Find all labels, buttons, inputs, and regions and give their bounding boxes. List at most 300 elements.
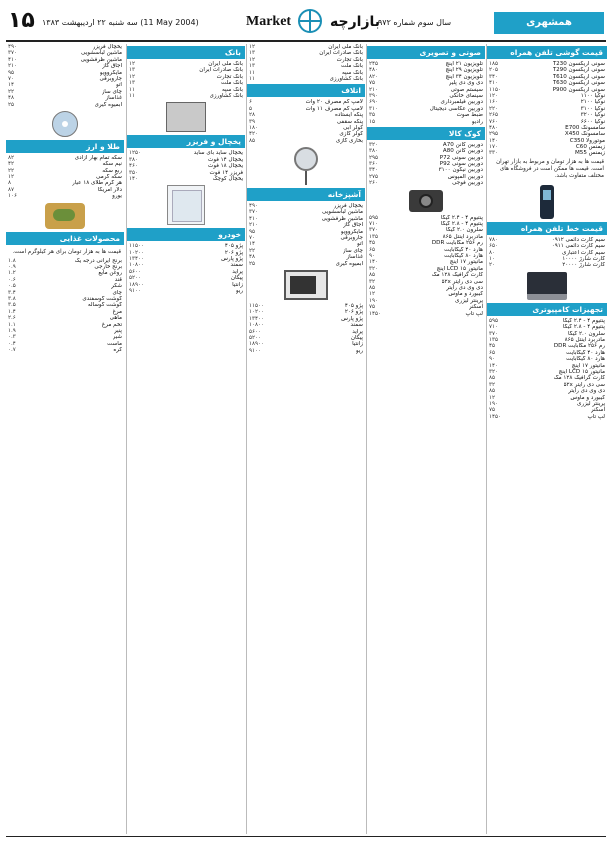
price-value: ۱۴۰	[369, 259, 379, 266]
item-name: بانک کشاورزی	[209, 92, 243, 99]
item-name: رم ۲۵۶ مگابایت DDR	[553, 343, 605, 350]
section-note: قیمت ها به هزار تومان برای هر کیلوگرم است.	[12, 248, 121, 255]
price-value: ۸	[8, 180, 12, 187]
item-name: زانتیا	[232, 281, 243, 288]
globe-icon	[298, 9, 322, 33]
price-value: ۳۷۰	[8, 50, 18, 57]
item-name: سکه تمام بهار آزادی	[74, 154, 122, 161]
price-value: ۲۲	[249, 247, 256, 254]
price-value: ۸۲۰	[369, 73, 379, 80]
price-value: ۰.۷	[8, 347, 16, 354]
item-name: سونی اریکسون T230	[552, 61, 605, 67]
price-row	[247, 261, 365, 267]
price-value: ۱۰۶	[8, 193, 18, 200]
item-name: تخم مرغ	[101, 321, 122, 328]
item-name: هارد ۴۰ گیگابایت	[444, 246, 483, 253]
item-name: کیبورد و ماوس	[570, 394, 605, 401]
price-value: ۴۹۰	[249, 203, 259, 210]
price-value: ۱۸۵	[489, 61, 499, 67]
newspaper-logo: همشهری	[494, 12, 604, 34]
item-name: پنتیوم ۴ - ۲.۴ گیگا	[562, 317, 605, 324]
price-value: ۲۰۵	[489, 67, 499, 74]
item-name: آبمیوه گیری	[94, 101, 122, 108]
item-name: پژو ۴۰۵	[224, 243, 243, 250]
item-name: گوشت گوسفندی	[82, 295, 122, 302]
price-value: ۱۸۰	[249, 124, 259, 131]
price-value: ۳۲	[489, 381, 496, 388]
page-number: ۱۵	[8, 8, 35, 33]
price-value: ۱۴۵۰	[369, 310, 382, 317]
price-value: ۳۷۰	[249, 209, 259, 216]
item-name: اتو	[115, 82, 122, 89]
price-value: ۲۵	[249, 260, 256, 267]
item-name: ماست	[107, 340, 122, 347]
item-name: چای ساز	[342, 247, 363, 254]
item-name: پنکه سقفی	[336, 118, 363, 125]
price-value: ۷۱۰	[489, 324, 499, 331]
item-name: دلار آمریکا	[97, 186, 122, 193]
price-list	[367, 215, 485, 317]
item-name: نوکیا ۳۱۰۰	[580, 105, 605, 112]
price-row	[367, 119, 485, 125]
price-value: ۰.۶	[8, 276, 16, 283]
price-value: ۲۷۵	[369, 173, 379, 180]
price-value: ۳۸۰	[129, 156, 139, 163]
column-2	[366, 44, 485, 834]
item-name: مایکروویو	[99, 69, 122, 76]
item-name: دوربین فوجی	[452, 180, 483, 187]
price-value: ۳۵	[369, 112, 376, 119]
price-value: ۳۴۰	[489, 73, 499, 80]
item-name: ماشین لباسشویی	[81, 50, 122, 57]
item-name: ماشین ظرفشویی	[80, 56, 122, 63]
item-name: سونی اریکسون T290	[552, 67, 605, 74]
price-value: ۷۰	[249, 235, 256, 242]
price-value: ۱۲	[8, 174, 15, 181]
price-value: ۵۶۰۰	[129, 268, 142, 275]
item-name: پراید	[232, 268, 243, 275]
price-value: ۹۵	[8, 69, 15, 76]
item-name: پنتیوم ۴ - ۲.۴ گیگا	[440, 214, 483, 221]
price-value: ۱۰۲۰۰	[249, 309, 265, 316]
price-value: ۳۲۰	[489, 368, 499, 375]
food-image	[45, 203, 85, 229]
item-name: دوربین نیکون ۳۱۰۰	[438, 167, 483, 174]
item-name: دوربین فیلمبرداری	[440, 99, 483, 106]
item-name: پرینتر لیزری	[455, 297, 483, 304]
item-name: اسکنر	[468, 304, 483, 311]
price-value: ۱۱	[129, 86, 136, 93]
item-name: پنتیوم ۴ - ۲.۸ گیگا	[562, 324, 605, 331]
issue-number: سال سوم شماره ۹۷۲	[378, 18, 452, 27]
item-name: کولر آبی	[343, 124, 363, 131]
item-name: دوربین سونی P72	[439, 154, 483, 161]
price-value: ۱۲	[249, 56, 256, 63]
column-3	[246, 44, 365, 834]
item-name: چای ساز	[101, 88, 122, 95]
item-name: پنتیوم ۴ - ۲.۸ گیگا	[440, 221, 483, 228]
item-name: یورو	[112, 193, 122, 200]
price-value: ۱۹۰	[369, 297, 379, 304]
item-name: بانک تجارت	[336, 56, 363, 63]
item-name: نوکیا ۳۲۰۰	[580, 112, 605, 119]
price-value: ۸۷	[8, 186, 15, 193]
item-name: مایکروویو	[340, 228, 363, 235]
price-row	[487, 414, 607, 420]
section-title-en: Market	[246, 14, 292, 29]
item-name: بانک کشاورزی	[329, 75, 363, 82]
price-value: ۵	[249, 105, 253, 112]
price-value: ۳۲	[369, 278, 376, 285]
price-list	[127, 61, 245, 99]
item-name: چای	[112, 289, 122, 296]
price-list	[487, 61, 607, 157]
price-value: ۱۲۰	[489, 92, 499, 99]
section-header: کوک کالا	[367, 127, 485, 140]
price-value: ۲۹۵	[369, 154, 379, 161]
price-value: ۱۲	[249, 44, 256, 50]
item-name: یخچال ساید بای ساید	[193, 150, 243, 157]
section-title-fa: بازارچه	[330, 14, 381, 30]
item-name: سمند	[350, 322, 363, 329]
item-name: ماشین لباسشویی	[322, 209, 363, 216]
item-name: یخچال کوچک	[212, 175, 243, 182]
price-value: ۱۳۵	[369, 233, 379, 240]
price-list	[247, 99, 365, 144]
price-value: ۱۶۰	[489, 99, 499, 106]
price-value: ۱۲۵۰	[129, 150, 142, 157]
item-name: سمند	[230, 262, 243, 269]
item-name: پراید	[352, 328, 363, 335]
price-value: ۳.۸	[8, 295, 16, 302]
item-name: سیستم صوتی	[450, 86, 483, 93]
price-value: ۹۰	[489, 356, 496, 363]
price-value: ۲۶۵	[489, 112, 499, 119]
item-name: گوشت گوساله	[87, 302, 122, 309]
item-name: بانک ملت	[221, 80, 243, 87]
price-value: ۱۹۰	[489, 400, 499, 407]
price-value: ۷۱۰	[369, 221, 379, 228]
price-row	[247, 348, 365, 354]
item-name: نوکیا ۲۱۰۰	[580, 99, 605, 106]
price-value: ۴۸	[249, 254, 256, 261]
price-row	[6, 347, 124, 353]
price-value: ۱۴۰	[489, 362, 499, 369]
item-name: سی دی رایتر ۵۲x	[563, 381, 605, 388]
item-name: تلویزیون ۳۴ اینچ	[445, 73, 483, 80]
price-value: ۱۱۵۰۰	[129, 243, 145, 250]
item-name: سیم کارت دائمی ۰۹۱۱	[551, 243, 605, 250]
price-value: ۷۵	[489, 407, 496, 414]
price-value: ۱۰۸۰۰	[129, 262, 145, 269]
item-name: سامسونگ X450	[564, 131, 605, 138]
camera-image	[409, 190, 443, 212]
price-row	[247, 76, 365, 82]
price-value: ۱۴	[249, 241, 256, 248]
item-name: سینمای خانگی	[449, 92, 483, 99]
price-value: ۲۲۰	[489, 105, 499, 112]
fan-image	[294, 147, 318, 185]
page-header	[6, 6, 606, 42]
fridge-image	[167, 185, 205, 225]
price-row	[127, 93, 245, 99]
price-value: ۱۰۲۰۰	[129, 249, 145, 256]
item-name: سامسونگ E700	[565, 124, 605, 131]
item-name: رم ۲۵۶ مگابایت DDR	[431, 240, 483, 247]
price-value: ۱۳۴۰۰	[249, 315, 265, 322]
price-value: ۵۹۵	[369, 214, 379, 221]
price-row	[6, 193, 124, 199]
price-row	[487, 262, 607, 268]
price-value: ۴۵	[369, 240, 376, 247]
item-name: جاروبرقی	[99, 75, 122, 82]
price-value: ۷۶۰	[489, 118, 499, 125]
item-name: دوربین سونی P92	[439, 161, 483, 168]
item-name: لامپ کم مصرف ۲۰ وات	[305, 99, 363, 106]
item-name: اسکنر	[590, 407, 605, 414]
price-value: ۸۵	[489, 388, 496, 395]
price-value: ۳۷۰	[489, 330, 499, 337]
price-value: ۳۹۰	[369, 92, 379, 99]
price-value: ۴۲	[8, 161, 15, 168]
item-name: برنج خارجی	[94, 264, 122, 271]
price-value: ۵۹۵	[489, 317, 499, 324]
price-value: ۷۵	[369, 304, 376, 311]
price-list	[367, 61, 485, 125]
price-value: ۳۵۰	[129, 169, 139, 176]
price-value: ۱۴۰	[129, 175, 139, 182]
price-list	[6, 258, 124, 354]
item-name: پیکان	[230, 275, 243, 282]
price-value: ۵۶۰۰	[249, 328, 262, 335]
price-value: ۶۵	[489, 349, 496, 356]
price-value: ۱۰۸۰۰	[249, 322, 265, 329]
price-row	[367, 311, 485, 317]
item-name: کارت گرافیک ۱۲۸ مگ	[431, 272, 483, 279]
price-value: ۱۴۵۰	[489, 413, 502, 420]
price-value: ۱۱۵۰	[489, 86, 502, 93]
price-value: ۴۵	[489, 343, 496, 350]
section-header: طلا و ارز	[6, 140, 124, 153]
price-value: ۸۵	[369, 284, 376, 291]
item-name: بانک صادرات ایران	[199, 67, 243, 74]
price-value: ۱.۸	[8, 257, 16, 264]
price-value: ۴۶۰	[129, 163, 139, 170]
item-name: دوربین کانن A70	[442, 141, 483, 148]
price-value: ۱.۹	[8, 327, 16, 334]
item-name: مرغ	[112, 308, 122, 315]
price-value: ۴۱۰	[249, 215, 259, 222]
item-name: تلویزیون ۲۱ اینچ	[445, 61, 483, 67]
item-name: ماشین ظرفشویی	[321, 215, 363, 222]
item-name: کیبورد و ماوس	[448, 291, 483, 298]
price-value: ۱.۱	[8, 321, 16, 328]
item-name: نیم سکه	[102, 161, 122, 168]
price-value: ۴۸۰	[369, 67, 379, 74]
price-value: ۲۱۰	[369, 86, 379, 93]
column-4	[126, 44, 245, 834]
item-name: زیمنس C60	[575, 144, 605, 151]
price-row	[127, 288, 245, 294]
price-value: ۱۳	[249, 50, 256, 57]
item-name: هر گرم طلای ۱۸ عیار	[72, 180, 122, 187]
item-name: پنیر	[113, 327, 122, 334]
item-name: بانک تجارت	[216, 73, 243, 80]
price-value: ۴۱۰	[489, 80, 499, 87]
item-name: دی وی دی پلیر	[448, 80, 483, 87]
item-name: شیر	[112, 334, 122, 341]
item-name: کارت شارژ ۲۰۰۰۰	[562, 262, 605, 269]
price-list	[127, 243, 245, 294]
price-value: ۱۳۴۰۰	[129, 256, 145, 263]
price-value: ۰.۵	[8, 283, 16, 290]
price-value: ۹۱۰۰	[249, 347, 262, 354]
laptop-image	[527, 272, 567, 300]
item-name: لپ تاپ	[587, 413, 605, 420]
price-value: ۲۴۵	[369, 61, 379, 67]
item-name: ربع سکه	[102, 167, 122, 174]
item-name: سلرون ۲.۰ گیگا	[446, 227, 483, 234]
item-name: یخچال ۱۴ فوت	[208, 156, 243, 163]
price-value: ۲۶۰	[369, 180, 379, 187]
price-value: ۲۰	[489, 262, 496, 269]
price-value: ۱۵	[369, 118, 376, 125]
price-value: ۴۸۰	[489, 124, 499, 131]
price-row	[247, 138, 365, 144]
price-value: ۱۲	[489, 394, 496, 401]
item-name: اجاق گاز	[102, 63, 122, 70]
page-footer	[6, 836, 606, 837]
price-value: ۶۵۰	[489, 243, 499, 250]
price-value: ۳۱۰	[369, 105, 379, 112]
item-name: فریزر ۱۴ فوت	[209, 169, 243, 176]
item-name: سونی اریکسون T630	[552, 80, 605, 87]
price-value: ۳۲۰	[369, 265, 379, 272]
price-value: ۵۲۰۰	[129, 275, 142, 282]
item-name: دوربین عکاسی دیجیتال	[429, 105, 483, 112]
item-name: هارد ۴۰ گیگابایت	[566, 349, 605, 356]
price-list	[247, 44, 365, 82]
item-name: جاروبرقی	[340, 235, 363, 242]
item-name: آبمیوه گیری	[335, 260, 363, 267]
item-name: پژو ۲۰۶	[344, 309, 363, 316]
price-value: ۱۳	[129, 80, 136, 87]
section-header: آشپزخانه	[247, 188, 365, 201]
price-value: ۱۷۰	[489, 144, 499, 151]
item-name: سونی اریکسون P900	[552, 86, 605, 93]
price-row	[127, 176, 245, 182]
price-value: ۶۵	[369, 246, 376, 253]
price-list	[127, 150, 245, 182]
section-header: اتلاف	[247, 84, 365, 97]
item-name: مادربرد اینتل ۸۶۵	[564, 336, 605, 343]
item-name: ریو	[235, 288, 243, 295]
price-value: ۳۴۰	[369, 167, 379, 174]
item-name: برنج ایرانی درجه یک	[74, 257, 122, 264]
price-value: ۴۸	[8, 95, 15, 102]
price-value: ۶	[249, 99, 253, 106]
price-value: ۲۹۵	[489, 131, 499, 138]
price-value: ۴۲۰	[249, 131, 259, 138]
item-name: موتورولا C350	[569, 137, 605, 144]
price-value: ۱۳	[129, 67, 136, 74]
item-name: یخچال فریزر	[333, 203, 363, 210]
item-name: سونی اریکسون T610	[552, 73, 605, 80]
price-value: ۰.۴	[8, 340, 16, 347]
price-value: ۹۱۰۰	[129, 288, 142, 295]
section-header: قیمت خط تلفن همراه	[487, 222, 607, 235]
price-value: ۱۰	[489, 256, 496, 263]
item-name: ضبط صوت	[456, 112, 483, 119]
price-value: ۱۳	[249, 63, 256, 70]
item-name: قند	[114, 276, 122, 283]
item-name: پژو پارس	[221, 256, 243, 263]
price-value: ۸۵	[369, 272, 376, 279]
item-name: لامپ کم مصرف ۱۱ وات	[305, 105, 363, 112]
price-value: ۳۶۰	[369, 161, 379, 168]
item-name: سلرون ۲.۰ گیگا	[568, 330, 605, 337]
price-value: ۳۳۰	[489, 150, 499, 157]
price-value: ۱۲	[129, 73, 136, 80]
item-name: بانک سپه	[222, 86, 243, 93]
price-list	[6, 44, 124, 108]
price-value: ۳۲۰	[369, 141, 379, 148]
price-value: ۹۵	[249, 228, 256, 235]
item-name: مانیتور ۱۷ اینچ	[571, 362, 605, 369]
item-name: یخچال ۱۸ فوت	[208, 163, 243, 170]
price-value: ۱۱	[249, 69, 256, 76]
price-value: ۳.۵	[8, 302, 16, 309]
price-list	[247, 303, 365, 354]
item-name: تلویزیون ۲۹ اینچ	[445, 67, 483, 74]
column-1	[486, 44, 607, 834]
price-value: ۲۵	[8, 101, 15, 108]
item-name: سکه گرمی	[96, 174, 122, 181]
section-header: صوتی و تصویری	[367, 46, 485, 59]
item-name: کولر گازی	[339, 131, 363, 138]
price-value: ۱۱	[129, 92, 136, 99]
stove-image	[166, 102, 206, 132]
price-value: ۰.۳	[8, 334, 16, 341]
issue-date: سه شنبه ۲۲ اردیبهشت ۱۳۸۳ (11 May 2004)	[42, 18, 199, 27]
item-name: غذاساز	[105, 95, 122, 102]
price-value: ۷۰	[8, 75, 15, 82]
price-value: ۴۹۰	[8, 44, 18, 50]
section-header: محصولات غذایی	[6, 232, 124, 245]
item-name: بانک سپه	[342, 69, 363, 76]
section-header: یخچال و فریزر	[127, 135, 245, 148]
section-header: خودرو	[127, 228, 245, 241]
item-name: کارت شارژ ۱۰۰۰۰	[562, 256, 605, 263]
item-name: زیمنس M55	[574, 150, 605, 157]
item-name: دوربین کانن A80	[442, 148, 483, 155]
price-value: ۲۱۰	[249, 222, 259, 229]
price-value: ۱۴۰	[489, 137, 499, 144]
price-value: ۹۰	[369, 252, 376, 259]
price-list	[247, 203, 365, 267]
item-name: ماهی	[109, 315, 122, 322]
item-name: هارد ۸۰ گیگابایت	[444, 252, 483, 259]
section-header: قیمت گوشی تلفن همراه	[487, 46, 607, 59]
price-value: ۱۱	[249, 75, 256, 82]
item-name: کره	[113, 347, 122, 354]
section-header: بانک	[127, 46, 245, 59]
item-name: بانک ملت	[341, 63, 363, 70]
oven-image	[284, 270, 328, 300]
item-name: دی وی دی رایتر	[568, 388, 605, 395]
item-name: بانک ملی ایران	[208, 61, 243, 67]
mobile-phone-image	[540, 185, 554, 219]
